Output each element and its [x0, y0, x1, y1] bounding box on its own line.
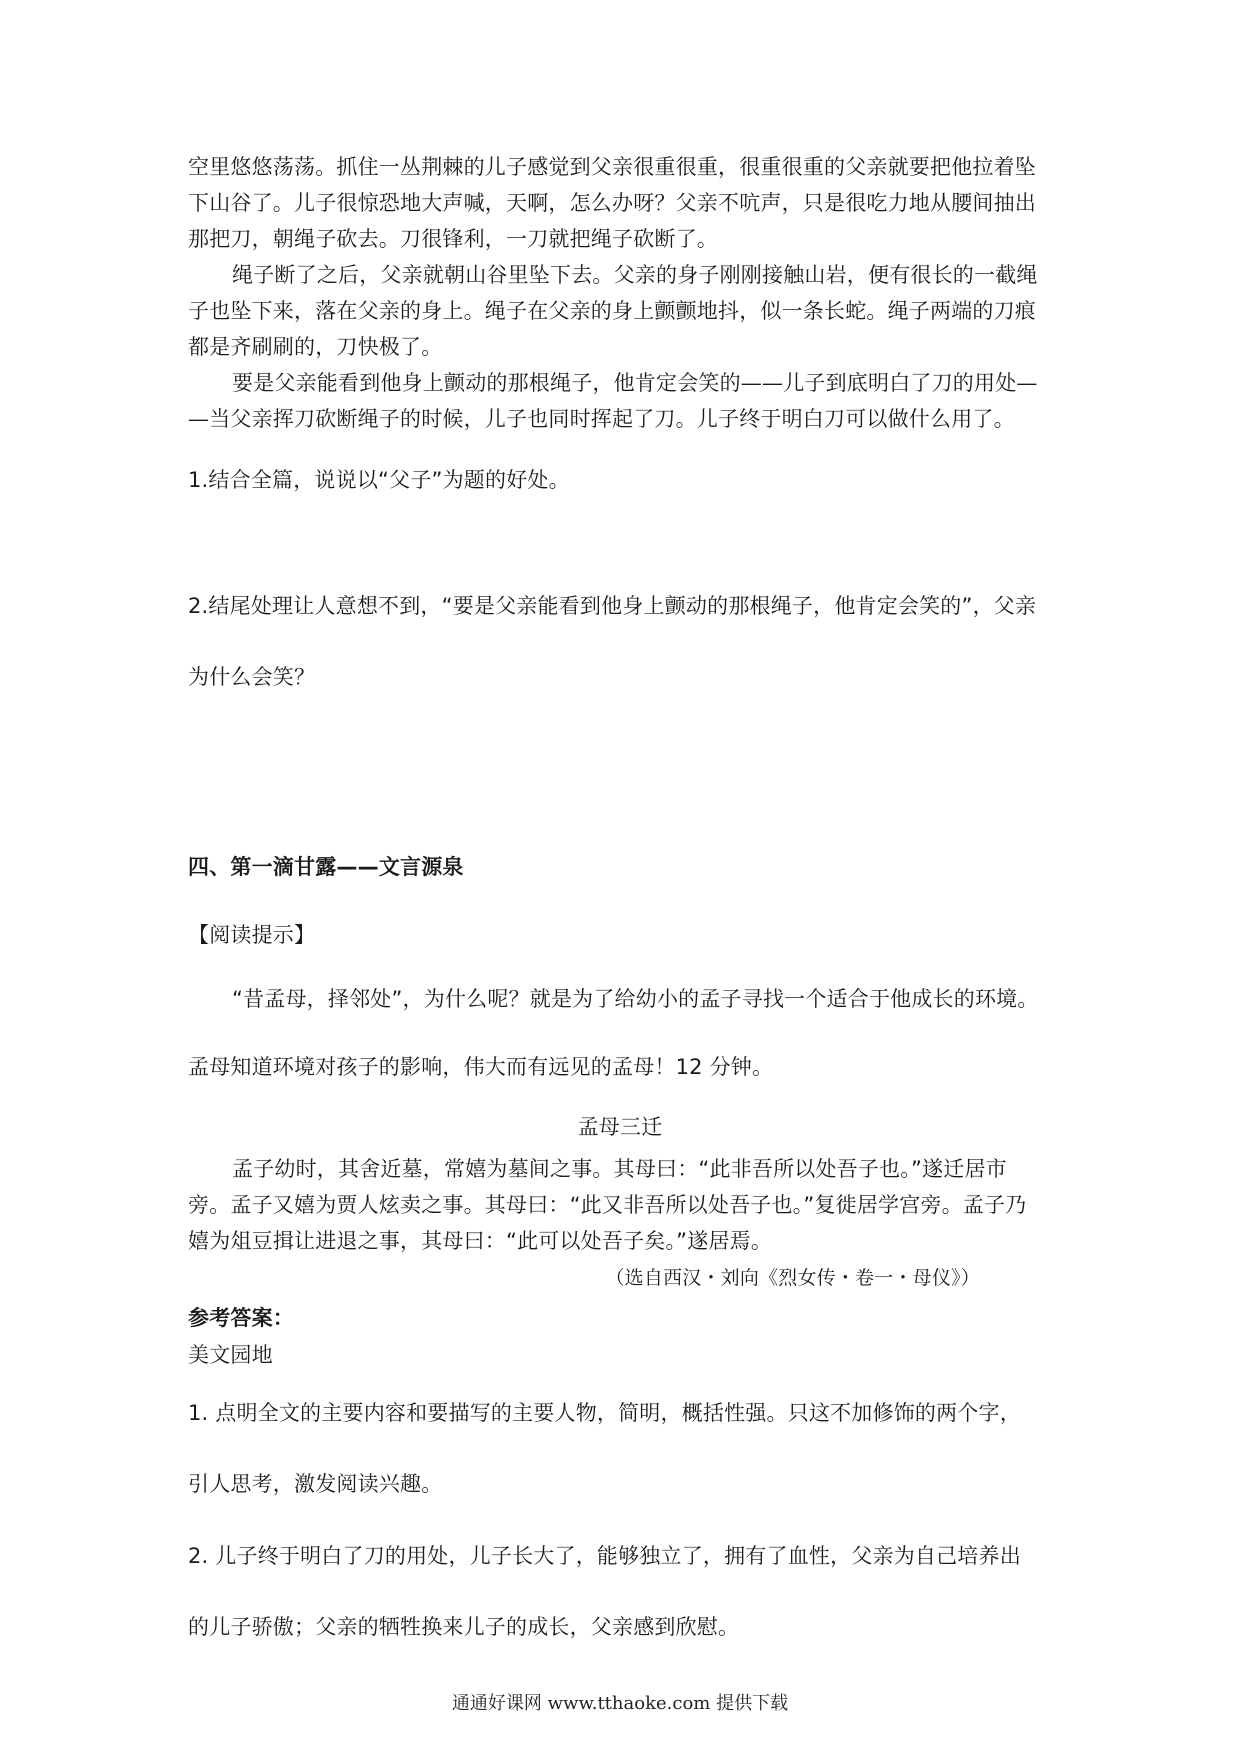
story-line: 空里悠悠荡荡。抓住一丛荆棘的儿子感觉到父亲很重很重，很重很重的父亲就要把他拉着坠: [188, 155, 1036, 179]
classical-text-line: 孟子幼时，其舍近墓，常嬉为墓间之事。其母曰：“此非吾所以处吾子也。”遂迁居市: [232, 1157, 1007, 1181]
story-line: 都是齐刷刷的，刀快极了。: [188, 335, 443, 359]
question-1: 1.结合全篇，说说以“父子”为题的好处。: [188, 468, 570, 492]
section-heading: 四、第一滴甘露——文言源泉: [188, 855, 464, 879]
classical-text-source: （选自西汉・刘向《烈女传・卷一・母仪》）: [605, 1267, 980, 1289]
story-line: 子也坠下来，落在父亲的身上。绳子在父亲的身上颤颤地抖，似一条长蛇。绳子两端的刀痕: [188, 299, 1036, 323]
reading-hint-line-1: “昔孟母，择邻处”，为什么呢？就是为了给幼小的孟子寻找一个适合于他成长的环境。: [232, 987, 1039, 1011]
answers-label: 参考答案：: [188, 1306, 294, 1330]
classical-text-line: 嬉为俎豆揖让进退之事，其母曰：“此可以处吾子矣。”遂居焉。: [188, 1229, 773, 1253]
reading-hint-label: 【阅读提示】: [188, 923, 316, 947]
page-footer: 通通好课网 www.tthaoke.com 提供下载: [451, 1693, 789, 1714]
classical-text-title: 孟母三迁: [577, 1115, 663, 1139]
question-2-line-2: 为什么会笑？: [188, 665, 316, 689]
reading-hint-line-2: 孟母知道环境对孩子的影响，伟大而有远见的孟母！12 分钟。: [188, 1055, 774, 1079]
classical-text-line: 旁。孟子又嬉为贾人炫卖之事。其母曰：“此又非吾所以处吾子也。”复徙居学宫旁。孟子乃: [188, 1193, 1027, 1217]
question-2-line-1: 2.结尾处理让人意想不到，“要是父亲能看到他身上颤动的那根绳子，他肯定会笑的”，父亲: [188, 594, 1037, 618]
story-line: —当父亲挥刀砍断绳子的时候，儿子也同时挥起了刀。儿子终于明白刀可以做什么用了。: [188, 407, 1015, 431]
answer-2-line-2: 的儿子骄傲；父亲的牺牲换来儿子的成长，父亲感到欣慰。: [188, 1615, 740, 1639]
story-line: 下山谷了。儿子很惊恐地大声喊，天啊，怎么办呀？父亲不吭声，只是很吃力地从腰间抽出: [188, 191, 1036, 215]
answer-1-line-2: 引人思考，激发阅读兴趣。: [188, 1472, 443, 1496]
story-line: 绳子断了之后，父亲就朝山谷里坠下去。父亲的身子刚刚接触山岩，便有很长的一截绳: [232, 263, 1038, 287]
answers-subhead: 美文园地: [188, 1343, 273, 1367]
story-line: 那把刀，朝绳子砍去。刀很锋利，一刀就把绳子砍断了。: [188, 227, 718, 251]
answer-1-line-1: 1. 点明全文的主要内容和要描写的主要人物，简明，概括性强。只这不加修饰的两个字，: [188, 1401, 1021, 1425]
story-line: 要是父亲能看到他身上颤动的那根绳子，他肯定会笑的——儿子到底明白了刀的用处—: [232, 371, 1038, 395]
answer-2-line-1: 2. 儿子终于明白了刀的用处，儿子长大了，能够独立了，拥有了血性，父亲为自己培养出: [188, 1544, 1021, 1568]
